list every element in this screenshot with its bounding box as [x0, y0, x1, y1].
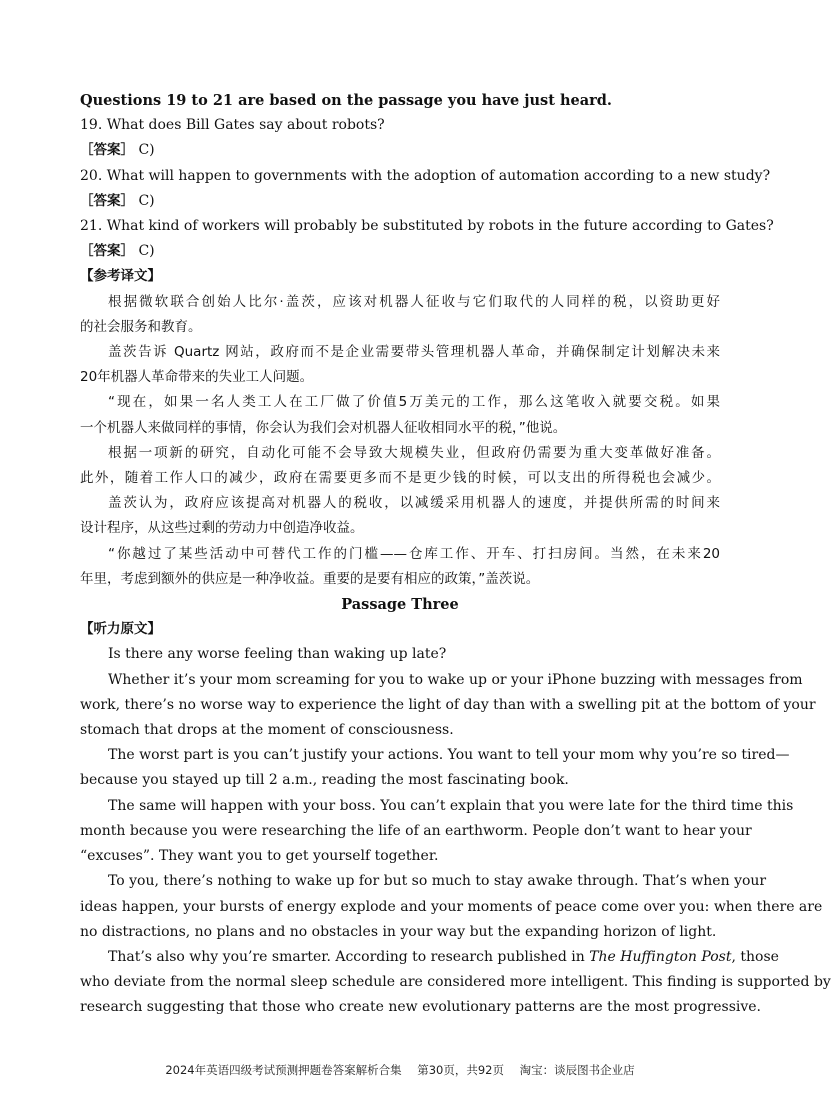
- listening-line: because you stayed up till 2 a.m., reading the most fascinating book.: [80, 772, 569, 789]
- listening-text: , those: [731, 948, 779, 965]
- listening-line: stomach that drops at the moment of consciousness.: [80, 722, 454, 739]
- listening-line: month because you were researching the life of an earthworm. People don’t want to hear your: [80, 822, 752, 839]
- answer-label: ［答案］: [80, 142, 134, 159]
- answer-21: [80, 239, 720, 264]
- translation-line: 设计程序，从这些过剩的劳动力中创造净收益。: [80, 520, 364, 537]
- answer-value: C): [138, 192, 155, 209]
- translation-line: 此外，随着工作人口的减少，政府在需要更多而不是更少钱的时候，可以支出的所得税也会减少。: [80, 470, 720, 487]
- document-page: [80, 88, 831, 1021]
- translation-line: 根据微软联合创始人比尔·盖茨，应该对机器人征收与它们取代的人同样的税，以资助更好: [108, 293, 720, 310]
- answer-value: C): [138, 142, 155, 159]
- listening-line: [80, 945, 779, 970]
- translation-line: 20年机器人革命带来的失业工人问题。: [80, 369, 314, 386]
- translation-line: 盖茨告诉 Quartz 网站，政府而不是企业需要带头管理机器人革命，并确保制定计划解决未来: [108, 344, 720, 361]
- listening-line: Is there any worse feeling than waking up late?: [108, 646, 447, 663]
- listening-line: who deviate from the normal sleep schedule are considered more intelligent. This finding is supported by: [80, 974, 831, 991]
- questions-header: Questions 19 to 21 are based on the passage you have just heard.: [80, 92, 612, 109]
- listening-header: 【听力原文】: [80, 621, 161, 638]
- translation-line: “现在，如果一名人类工人在工厂做了价值5万美元的工作，那么这笔收入就要交税。如果: [108, 394, 720, 411]
- publication-title: The Huffington Post: [589, 948, 732, 965]
- page-footer: [0, 1062, 800, 1078]
- answer-19: [80, 138, 720, 163]
- translation-header: 【参考译文】: [80, 268, 161, 285]
- listening-line: To you, there’s nothing to wake up for but so much to stay awake through. That’s when your: [108, 873, 767, 890]
- footer-page-number: 第30页，共92页: [417, 1063, 505, 1077]
- footer-book-title: 2024年英语四级考试预测押题卷答案解析合集: [165, 1063, 402, 1077]
- footer-shop: 淘宝：谈辰图书企业店: [519, 1063, 635, 1077]
- translation-line: 的社会服务和教育。: [80, 318, 202, 335]
- question-20: 20. What will happen to governments with the adoption of automation according to a new study?: [80, 167, 771, 184]
- answer-label: ［答案］: [80, 243, 134, 260]
- listening-line: research suggesting that those who create new evolutionary patterns are the most progressive.: [80, 999, 762, 1016]
- answer-value: C): [138, 243, 155, 260]
- translation-line: “你越过了某些活动中可替代工作的门槛——仓库工作、开车、打扫房间。当然，在未来20: [108, 545, 720, 562]
- listening-line: The worst part is you can’t justify your actions. You want to tell your mom why you’re so tired—: [108, 747, 790, 764]
- question-21: 21. What kind of workers will probably be substituted by robots in the future according to Gates?: [80, 218, 774, 235]
- listening-line: work, there’s no worse way to experience the light of day than with a swelling pit at the bottom of your: [80, 696, 816, 713]
- listening-line: Whether it’s your mom screaming for you to wake up or your iPhone buzzing with messages from: [108, 671, 803, 688]
- listening-line: no distractions, no plans and no obstacles in your way but the expanding horizon of light.: [80, 923, 717, 940]
- listening-line: The same will happen with your boss. You can’t explain that you were late for the third time this: [108, 797, 794, 814]
- listening-line: ideas happen, your bursts of energy explode and your moments of peace come over you: when there are: [80, 898, 823, 915]
- translation-line: 一个机器人来做同样的事情，你会认为我们会对机器人征收相同水平的税，”他说。: [80, 419, 567, 436]
- listening-text: That’s also why you’re smarter. According to research published in: [108, 948, 585, 965]
- translation-line: 盖茨认为，政府应该提高对机器人的税收，以减缓采用机器人的速度，并提供所需的时间来: [108, 495, 720, 512]
- translation-line: 根据一项新的研究，自动化可能不会导致大规模失业，但政府仍需要为重大变革做好准备。: [108, 444, 720, 461]
- answer-label: ［答案］: [80, 192, 134, 209]
- listening-line: “excuses”. They want you to get yourself together.: [80, 848, 439, 865]
- answer-20: [80, 189, 720, 214]
- translation-line: 年里，考虑到额外的供应是一种净收益。重要的是要有相应的政策，”盖茨说。: [80, 570, 540, 587]
- passage-title: Passage Three: [341, 596, 459, 614]
- question-19: 19. What does Bill Gates say about robots?: [80, 117, 385, 134]
